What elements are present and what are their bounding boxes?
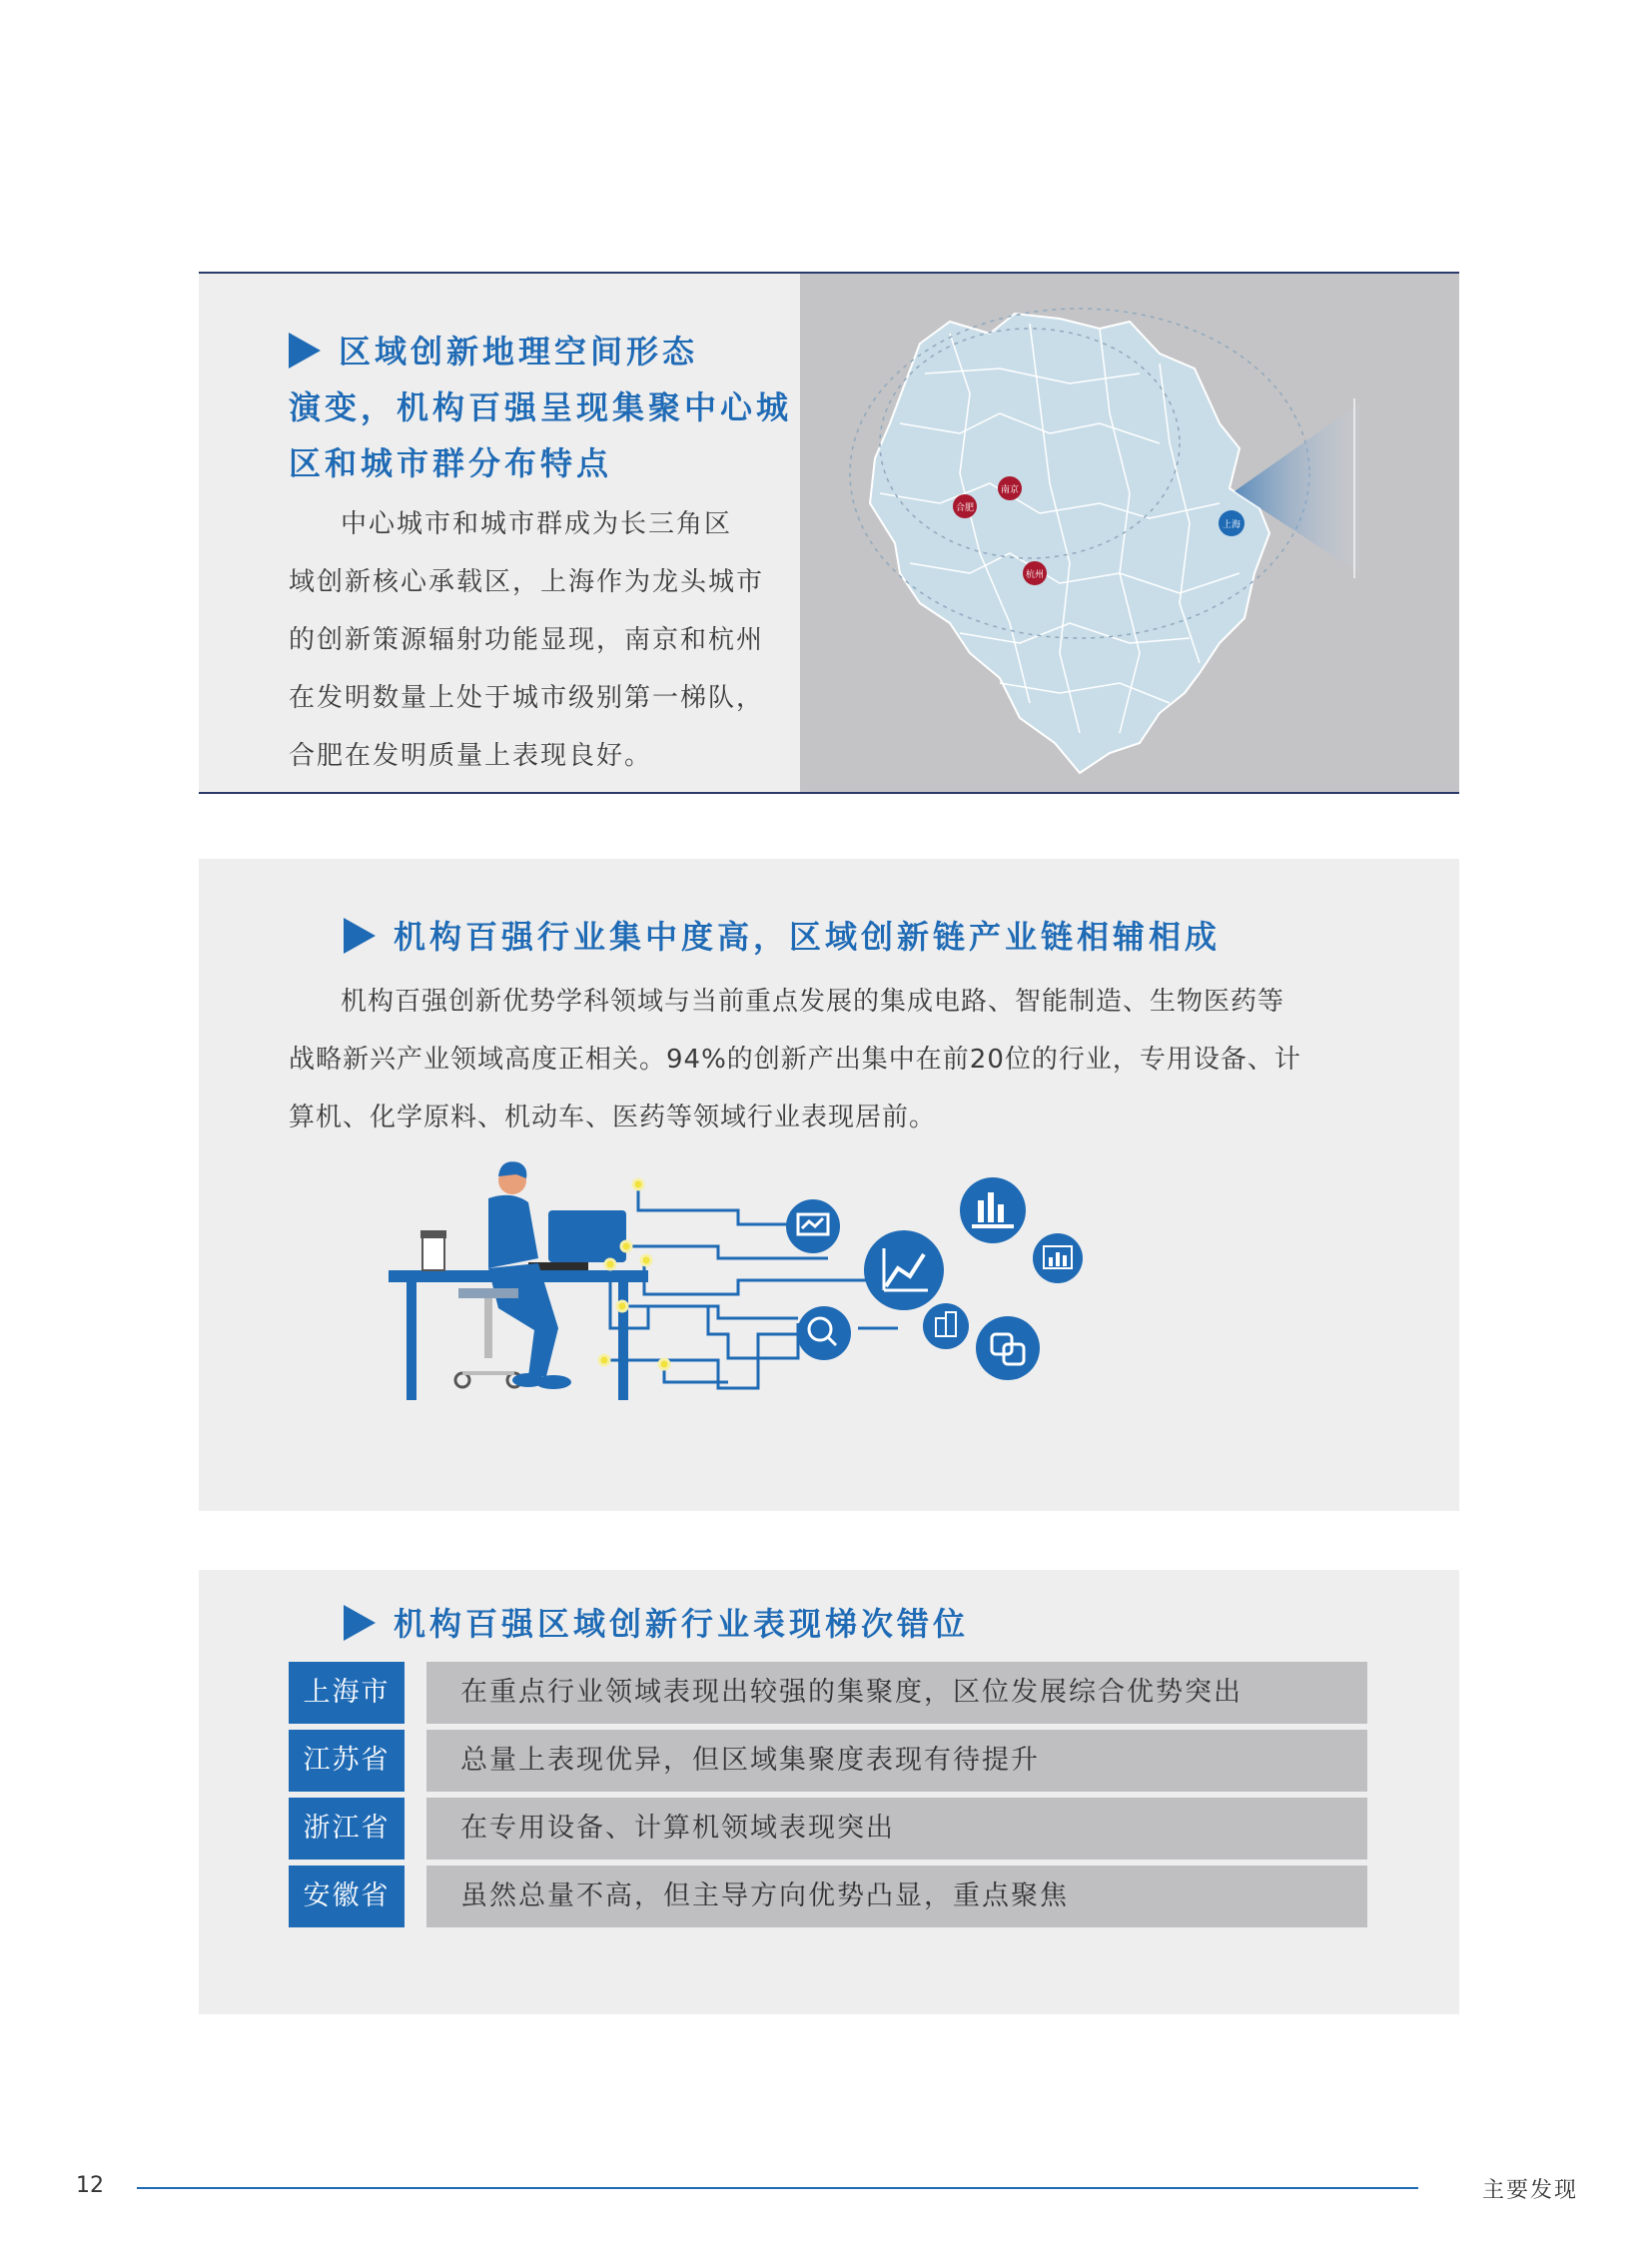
search-icon <box>797 1306 851 1360</box>
line-chart-icon <box>864 1230 944 1310</box>
svg-text:杭州: 杭州 <box>1025 570 1045 580</box>
table-row <box>289 1866 1367 1927</box>
table-row <box>289 1730 1367 1792</box>
industry-illustration <box>389 1158 1267 1438</box>
triangle-bullet-icon <box>289 333 321 369</box>
svg-text:上海: 上海 <box>1222 520 1241 530</box>
section-industry-body: 机构百强创新优势学科领域与当前重点发展的集成电路、智能制造、生物医药等 战略新兴产业领域高度正相关。94%的创新产出集中在前20位的行业，专用设备、计 算机、化学原料、机动车、医药等领域行业表现居前。 <box>289 987 1301 1132</box>
section-geography-heading: 区域创新地理空间形态 演变，机构百强呈现集聚中心城 区和城市群分布特点 <box>289 333 793 482</box>
province-label: 浙江省 <box>289 1798 405 1860</box>
province-description: 总量上表现优异，但区域集聚度表现有待提升 <box>426 1730 1367 1792</box>
table-row <box>289 1798 1367 1860</box>
city-marker-nanjing <box>998 476 1022 500</box>
city-marker-hangzhou <box>1023 561 1047 585</box>
province-description: 虽然总量不高，但主导方向优势凸显，重点聚焦 <box>426 1866 1367 1927</box>
province-label: 安徽省 <box>289 1866 405 1927</box>
section-regional-heading: 机构百强区域创新行业表现梯次错位 <box>344 1596 969 1652</box>
bar-chart-icon <box>960 1177 1026 1243</box>
link-icon <box>976 1316 1040 1380</box>
analytics-icon <box>786 1199 840 1253</box>
map-landmass <box>870 314 1269 773</box>
page-number: 12 <box>76 2173 104 2198</box>
buildings-icon <box>923 1303 969 1349</box>
circuit-lines <box>604 1186 898 1388</box>
province-label: 江苏省 <box>289 1730 405 1792</box>
section-geography-body: 中心城市和城市群成为长三角区 域创新核心承载区，上海作为龙头城市 的创新策源辐射功能显现，南京和杭州 在发明数量上处于城市级别第一梯队， 合肥在发明质量上表现良好。 <box>289 509 765 771</box>
province-description: 在专用设备、计算机领域表现突出 <box>426 1798 1367 1860</box>
province-description: 在重点行业领域表现出较强的集聚度，区位发展综合优势突出 <box>426 1662 1367 1724</box>
city-marker-shanghai <box>1219 510 1244 536</box>
footer-section-title: 主要发现 <box>1482 2178 1579 2203</box>
section-regional <box>199 1570 1459 2014</box>
small-bar-chart-icon <box>1033 1233 1083 1283</box>
footer-divider <box>137 2187 1418 2189</box>
triangle-bullet-icon <box>344 1605 376 1641</box>
city-marker-hefei <box>953 494 977 518</box>
map-graphic <box>800 274 1459 792</box>
svg-text:南京: 南京 <box>1000 485 1020 495</box>
section-geography <box>199 272 1459 794</box>
section-industry-heading: 机构百强行业集中度高，区域创新链产业链相辅相成 <box>344 909 1221 965</box>
yangtze-delta-map <box>800 274 1459 792</box>
province-label: 上海市 <box>289 1662 405 1724</box>
table-row <box>289 1662 1367 1724</box>
svg-text:合肥: 合肥 <box>955 503 975 513</box>
section-industry <box>199 859 1459 1511</box>
triangle-bullet-icon <box>344 918 376 954</box>
